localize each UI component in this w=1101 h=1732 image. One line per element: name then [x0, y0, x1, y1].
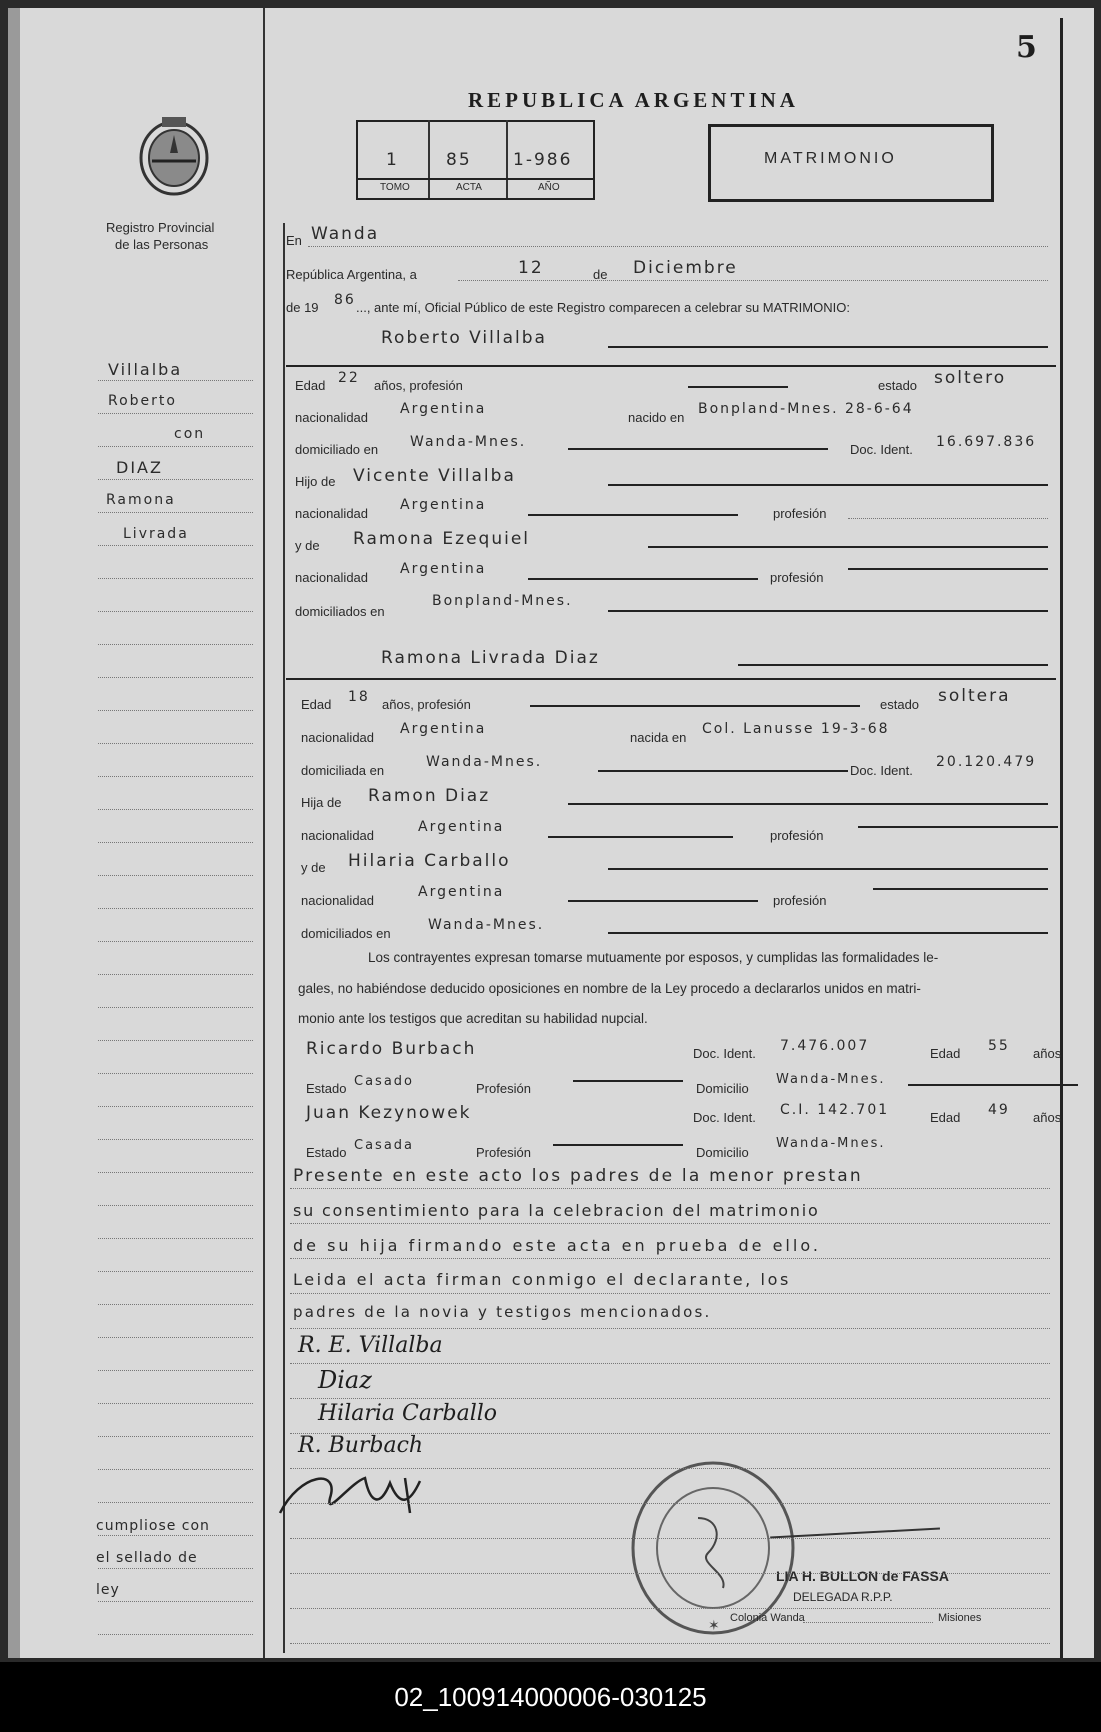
fill-line [548, 836, 733, 838]
fill-line [858, 826, 1058, 828]
fill-line [568, 803, 1048, 805]
form-dotted-line [290, 1468, 1050, 1469]
groom-edad-label: Edad [295, 378, 326, 393]
statement-line2: gales, no habiéndose deducido oposiciones en nombre de la Ley procedo a declararlos unidos en matri- [298, 981, 921, 996]
svg-text:✶: ✶ [708, 1618, 720, 1634]
bride-mother-prof-label: profesión [773, 893, 827, 908]
officer-flourish-signature [270, 1463, 450, 1523]
groom-anos-label: años, profesión [374, 378, 463, 393]
signature-witness: R. Burbach [298, 1433, 424, 1458]
dotted-line [803, 1622, 933, 1623]
margin-dotted-line [98, 1139, 253, 1140]
margin-dotted-line [98, 1337, 253, 1338]
de-label: de [593, 267, 608, 282]
groom-doc-label: Doc. Ident. [850, 442, 913, 457]
bride-dom-label: domiciliada en [301, 763, 385, 778]
fill-line [598, 770, 848, 772]
margin-name-2: Roberto [108, 393, 177, 409]
margin-dotted-line [98, 875, 253, 876]
groom-estado: soltero [934, 368, 1007, 388]
registry-office-line1: Registro Provincial [106, 220, 215, 235]
margin-rule [263, 8, 265, 1658]
form-dotted-line [290, 1643, 1050, 1644]
tomo-label: TOMO [380, 182, 410, 193]
witness2-estado-label: Estado [306, 1145, 347, 1160]
margin-note-3: ley [96, 1582, 120, 1598]
margin-dotted-line [98, 677, 253, 678]
margin-dotted-line [98, 1205, 253, 1206]
section-rule [286, 678, 1056, 680]
note-line3: de su hija firmando este acta en prueba de ello. [293, 1236, 821, 1255]
fill-line [608, 932, 1048, 934]
dotted-line [308, 246, 1048, 247]
witness1-estado: Casado [354, 1074, 414, 1089]
acta-value: 85 [446, 150, 472, 170]
form-dotted-line [290, 1223, 1050, 1224]
witness1-name: Ricardo Burbach [306, 1039, 477, 1059]
witness2-doc-label: Doc. Ident. [693, 1110, 756, 1125]
republica-label: República Argentina, a [286, 267, 417, 282]
groom-father: Vicente Villalba [353, 466, 516, 486]
fill-line [688, 386, 788, 388]
fill-line [573, 1080, 683, 1082]
fill-line [608, 868, 1048, 870]
officer-place: Colonia Wanda [730, 1612, 805, 1624]
groom-father-prof-label: profesión [773, 506, 827, 521]
day: 12 [518, 258, 544, 278]
margin-dotted-line [98, 1568, 253, 1569]
witness1-dom-label: Domicilio [696, 1081, 749, 1096]
fill-line [528, 578, 758, 580]
witness1-doc: 7.476.007 [780, 1038, 870, 1054]
witness1-edad-label: Edad [930, 1046, 961, 1061]
registry-box-divider [506, 120, 508, 198]
form-dotted-line [290, 1363, 1050, 1364]
fill-line [530, 705, 860, 707]
margin-dotted-line [98, 1436, 253, 1437]
margin-dotted-line [98, 611, 253, 612]
month: Diciembre [633, 258, 738, 278]
margin-dotted-line [98, 809, 253, 810]
margin-dotted-line [98, 908, 253, 909]
bride-father-nationality: Argentina [418, 819, 505, 835]
registry-box-rule [358, 178, 593, 180]
page-number: 5 [1016, 30, 1037, 65]
bride-mother-nac-label: nacionalidad [301, 893, 375, 908]
margin-dotted-line [98, 479, 253, 480]
groom-father-nac-label: nacionalidad [295, 506, 369, 521]
margin-dotted-line [98, 1502, 253, 1503]
right-form-rule [1060, 18, 1063, 1658]
margin-dotted-line [98, 1535, 253, 1536]
margin-dotted-line [98, 1238, 253, 1239]
margin-dotted-line [98, 1040, 253, 1041]
bride-anos-label: años, profesión [382, 697, 471, 712]
bride-estado-label: estado [880, 697, 920, 712]
statement-line1: Los contrayentes expresan tomarse mutuamente por esposos, y cumplidas las formalidades le- [368, 950, 939, 965]
margin-name-1: Villalba [108, 360, 183, 379]
statement-line3: monio ante los testigos que acreditan su habilidad nupcial. [298, 1011, 648, 1026]
witness1-prof-label: Profesión [476, 1081, 531, 1096]
provincial-crest-icon [134, 113, 214, 199]
witness1-estado-label: Estado [306, 1081, 347, 1096]
witness2-prof-label: Profesión [476, 1145, 531, 1160]
bride-hija-label: Hija de [301, 795, 342, 810]
document-code: 02_100914000006-030125 [0, 1662, 1101, 1732]
margin-dotted-line [98, 644, 253, 645]
bride-mother-nationality: Argentina [418, 884, 505, 900]
margin-dotted-line [98, 1172, 253, 1173]
margin-dotted-line [98, 1601, 253, 1602]
dotted-line [848, 518, 1048, 519]
bride-father: Ramon Diaz [368, 786, 491, 806]
form-dotted-line [290, 1538, 1050, 1539]
bride-estado: soltera [938, 686, 1011, 706]
form-dotted-line [290, 1293, 1050, 1294]
witness2-estado: Casada [354, 1138, 415, 1153]
groom-born: Bonpland-Mnes. 28-6-64 [698, 401, 914, 417]
section-rule [286, 365, 1056, 367]
witness2-age: 49 [988, 1102, 1010, 1118]
margin-dotted-line [98, 1106, 253, 1107]
witness1-age: 55 [988, 1038, 1010, 1054]
groom-nacido-label: nacido en [628, 410, 685, 425]
margin-dotted-line [98, 413, 253, 414]
margin-name-6: Livrada [123, 526, 189, 542]
registry-box-divider [428, 120, 430, 198]
margin-dotted-line [98, 974, 253, 975]
bride-yde-label: y de [301, 860, 326, 875]
official-seal-icon [628, 1458, 798, 1638]
form-dotted-line [290, 1258, 1050, 1259]
margin-dotted-line [98, 1403, 253, 1404]
form-dotted-line [290, 1398, 1050, 1399]
margin-dotted-line [98, 743, 253, 744]
place: Wanda [311, 224, 380, 244]
form-dotted-line [290, 1188, 1050, 1189]
witness2-edad-label: Edad [930, 1110, 961, 1125]
tomo-value: 1 [386, 150, 399, 170]
groom-mother-nac-label: nacionalidad [295, 570, 369, 585]
groom-nationality: Argentina [400, 401, 487, 417]
groom-parents-dom-label: domiciliados en [295, 604, 385, 619]
groom-yde-label: y de [295, 538, 320, 553]
margin-dotted-line [98, 1634, 253, 1635]
fill-line [648, 546, 1048, 548]
margin-name-3: con [174, 426, 206, 442]
witness2-domicile: Wanda-Mnes. [776, 1136, 886, 1151]
groom-parents-domicile: Bonpland-Mnes. [432, 593, 573, 609]
witness1-anos-label: años [1033, 1046, 1062, 1061]
groom-hijo-label: Hijo de [295, 474, 336, 489]
margin-dotted-line [98, 446, 253, 447]
fill-line [568, 900, 758, 902]
note-line5: padres de la novia y testigos mencionados. [293, 1303, 712, 1321]
signature-bride: Diaz [318, 1366, 372, 1394]
witness2-doc: C.I. 142.701 [780, 1102, 890, 1118]
acta-label: ACTA [456, 182, 482, 193]
margin-note-1: cumpliose con [96, 1518, 210, 1534]
fill-line [908, 1084, 1078, 1086]
bride-nac-label: nacionalidad [301, 730, 375, 745]
bride-mother: Hilaria Carballo [348, 851, 511, 871]
margin-dotted-line [98, 941, 253, 942]
margin-dotted-line [98, 1469, 253, 1470]
margin-dotted-line [98, 545, 253, 546]
fill-line [568, 448, 828, 450]
bride-name: Ramona Livrada Diaz [381, 648, 600, 668]
fill-line [608, 346, 1048, 348]
left-form-rule [283, 223, 285, 1653]
anio-label: AÑO [538, 182, 560, 193]
anio-value: 1-986 [513, 150, 573, 170]
groom-father-nationality: Argentina [400, 497, 487, 513]
fill-line [553, 1144, 683, 1146]
margin-dotted-line [98, 1271, 253, 1272]
witness2-dom-label: Domicilio [696, 1145, 749, 1160]
bride-father-prof-label: profesión [770, 828, 824, 843]
form-dotted-line [290, 1328, 1050, 1329]
margin-dotted-line [98, 710, 253, 711]
signature-groom: R. E. Villalba [298, 1333, 443, 1358]
groom-name: Roberto Villalba [381, 328, 547, 348]
bride-nacida-label: nacida en [630, 730, 687, 745]
groom-mother: Ramona Ezequiel [353, 529, 531, 549]
bride-doc: 20.120.479 [936, 754, 1037, 770]
bride-parents-dom-label: domiciliados en [301, 926, 391, 941]
witness2-anos-label: años [1033, 1110, 1062, 1125]
fill-line [528, 514, 738, 516]
margin-dotted-line [98, 1304, 253, 1305]
registry-office-line2: de las Personas [115, 237, 209, 252]
bride-age: 18 [348, 689, 370, 705]
witness1-domicile: Wanda-Mnes. [776, 1072, 886, 1087]
year-prefix: de 19 [286, 300, 319, 315]
groom-age: 22 [338, 370, 360, 386]
groom-mother-nationality: Argentina [400, 561, 487, 577]
groom-estado-label: estado [878, 378, 918, 393]
register-page [8, 8, 1094, 1658]
groom-domicile: Wanda-Mnes. [410, 434, 527, 450]
margin-dotted-line [98, 1073, 253, 1074]
note-line2: su consentimiento para la celebracion del matrimonio [293, 1201, 820, 1220]
margin-dotted-line [98, 1007, 253, 1008]
note-line1: Presente en este acto los padres de la menor prestan [293, 1166, 863, 1186]
groom-nac-label: nacionalidad [295, 410, 369, 425]
bride-doc-label: Doc. Ident. [850, 763, 913, 778]
form-dotted-line [290, 1433, 1050, 1434]
margin-name-5: Ramona [106, 492, 176, 508]
bride-nationality: Argentina [400, 721, 487, 737]
margin-dotted-line [98, 1370, 253, 1371]
margin-dotted-line [98, 842, 253, 843]
bride-parents-domicile: Wanda-Mnes. [428, 917, 545, 933]
dotted-line [458, 280, 1048, 281]
note-line4: Leida el acta firman conmigo el declarante, los [293, 1270, 791, 1289]
form-dotted-line [290, 1608, 1050, 1609]
bride-domicile: Wanda-Mnes. [426, 754, 543, 770]
groom-dom-label: domiciliado en [295, 442, 379, 457]
bride-edad-label: Edad [301, 697, 332, 712]
record-type: MATRIMONIO [764, 150, 897, 167]
bride-born: Col. Lanusse 19-3-68 [702, 721, 890, 737]
officer-province: Misiones [938, 1612, 982, 1624]
witness1-doc-label: Doc. Ident. [693, 1046, 756, 1061]
signature-mother: Hilaria Carballo [318, 1401, 498, 1426]
country-heading: REPUBLICA ARGENTINA [468, 88, 799, 112]
form-dotted-line [290, 1503, 1050, 1504]
fill-line [608, 484, 1048, 486]
margin-name-4: DIAZ [116, 458, 163, 477]
en-label: En [286, 233, 302, 248]
margin-dotted-line [98, 578, 253, 579]
margin-dotted-line [98, 776, 253, 777]
form-dotted-line [290, 1573, 1050, 1574]
officer-title: DELEGADA R.P.P. [793, 1590, 893, 1604]
witness2-name: Juan Kezynowek [306, 1103, 472, 1123]
fill-line [608, 610, 1048, 612]
intro-text: ..., ante mí, Oficial Público de este Registro comparecen a celebrar su MATRIMONIO: [356, 300, 850, 315]
bride-father-nac-label: nacionalidad [301, 828, 375, 843]
groom-doc: 16.697.836 [936, 434, 1037, 450]
officer-name: LIA H. BULLON de FASSA [776, 1568, 949, 1584]
margin-note-2: el sellado de [96, 1550, 198, 1566]
fill-line [848, 568, 1048, 570]
fill-line [873, 888, 1048, 890]
groom-mother-prof-label: profesión [770, 570, 824, 585]
margin-dotted-line [98, 512, 253, 513]
margin-dotted-line [98, 380, 253, 381]
fill-line [738, 664, 1048, 666]
year-suffix: 86 [334, 292, 356, 308]
